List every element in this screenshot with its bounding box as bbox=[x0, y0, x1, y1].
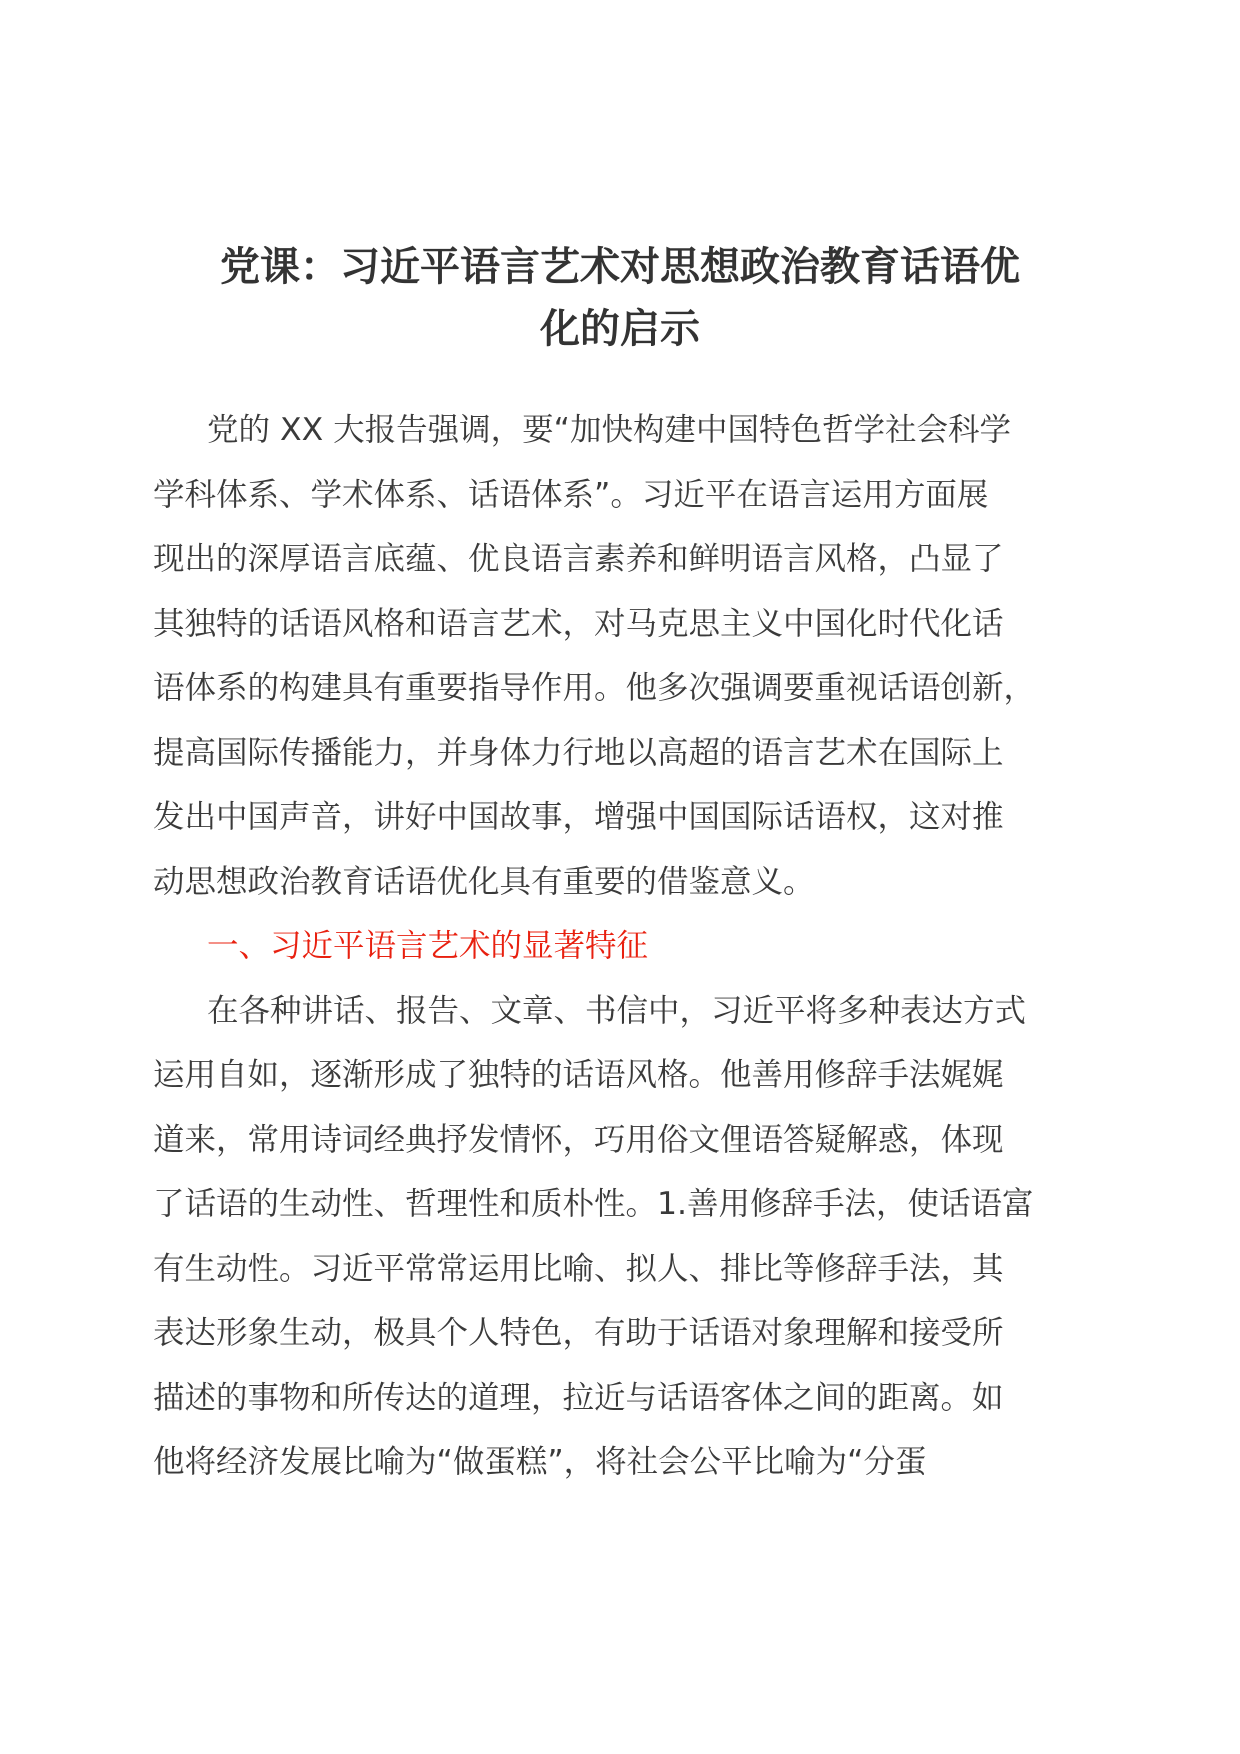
paragraph-line: 道来，常用诗词经典抒发情怀，巧用俗文俚语答疑解惑，体现 bbox=[153, 1121, 1004, 1158]
paragraph-line: 他将经济发展比喻为“做蛋糕”，将社会公平比喻为“分蛋 bbox=[153, 1444, 927, 1480]
paragraph-features bbox=[153, 979, 1093, 1495]
paragraph-line: 有生动性。习近平常常运用比喻、拟人、排比等修辞手法，其 bbox=[153, 1250, 1004, 1287]
document-title bbox=[140, 236, 1100, 360]
paragraph-line: 现出的深厚语言底蕴、优良语言素养和鲜明语言风格，凸显了 bbox=[153, 541, 1004, 577]
paragraph-line: 表达形象生动，极具个人特色，有助于话语对象理解和接受所 bbox=[153, 1315, 1004, 1351]
paragraph-line: 动思想政治教育话语优化具有重要的借鉴意义。 bbox=[153, 863, 815, 900]
document-body bbox=[153, 398, 1093, 1495]
section-heading: 一、习近平语言艺术的显著特征 bbox=[207, 928, 649, 964]
title-line: 化的启示 bbox=[540, 306, 700, 352]
paragraph-line: 了话语的生动性、哲理性和质朴性。1.善用修辞手法，使话语富 bbox=[153, 1186, 1034, 1222]
paragraph-intro bbox=[153, 398, 1093, 914]
paragraph-line: 语体系的构建具有重要指导作用。他多次强调要重视话语创新， bbox=[153, 670, 1036, 706]
paragraph-line: 描述的事物和所传达的道理，拉近与话语客体之间的距离。如 bbox=[153, 1379, 1004, 1416]
paragraph-line: 其独特的话语风格和语言艺术，对马克思主义中国化时代化话 bbox=[153, 605, 1004, 642]
paragraph-line: 党的 XX 大报告强调，要“加快构建中国特色哲学社会科学 bbox=[207, 412, 1012, 448]
paragraph-line: 运用自如，逐渐形成了独特的话语风格。他善用修辞手法娓娓 bbox=[153, 1057, 1004, 1093]
paragraph-line: 在各种讲话、报告、文章、书信中，习近平将多种表达方式 bbox=[207, 992, 1027, 1029]
paragraph-line: 发出中国声音，讲好中国故事，增强中国国际话语权，这对推 bbox=[153, 799, 1004, 835]
paragraph-line: 提高国际传播能力，并身体力行地以高超的语言艺术在国际上 bbox=[153, 734, 1004, 771]
paragraph-line: 学科体系、学术体系、话语体系”。习近平在语言运用方面展 bbox=[153, 476, 989, 513]
title-line: 党课：习近平语言艺术对思想政治教育话语优 bbox=[220, 244, 1020, 290]
